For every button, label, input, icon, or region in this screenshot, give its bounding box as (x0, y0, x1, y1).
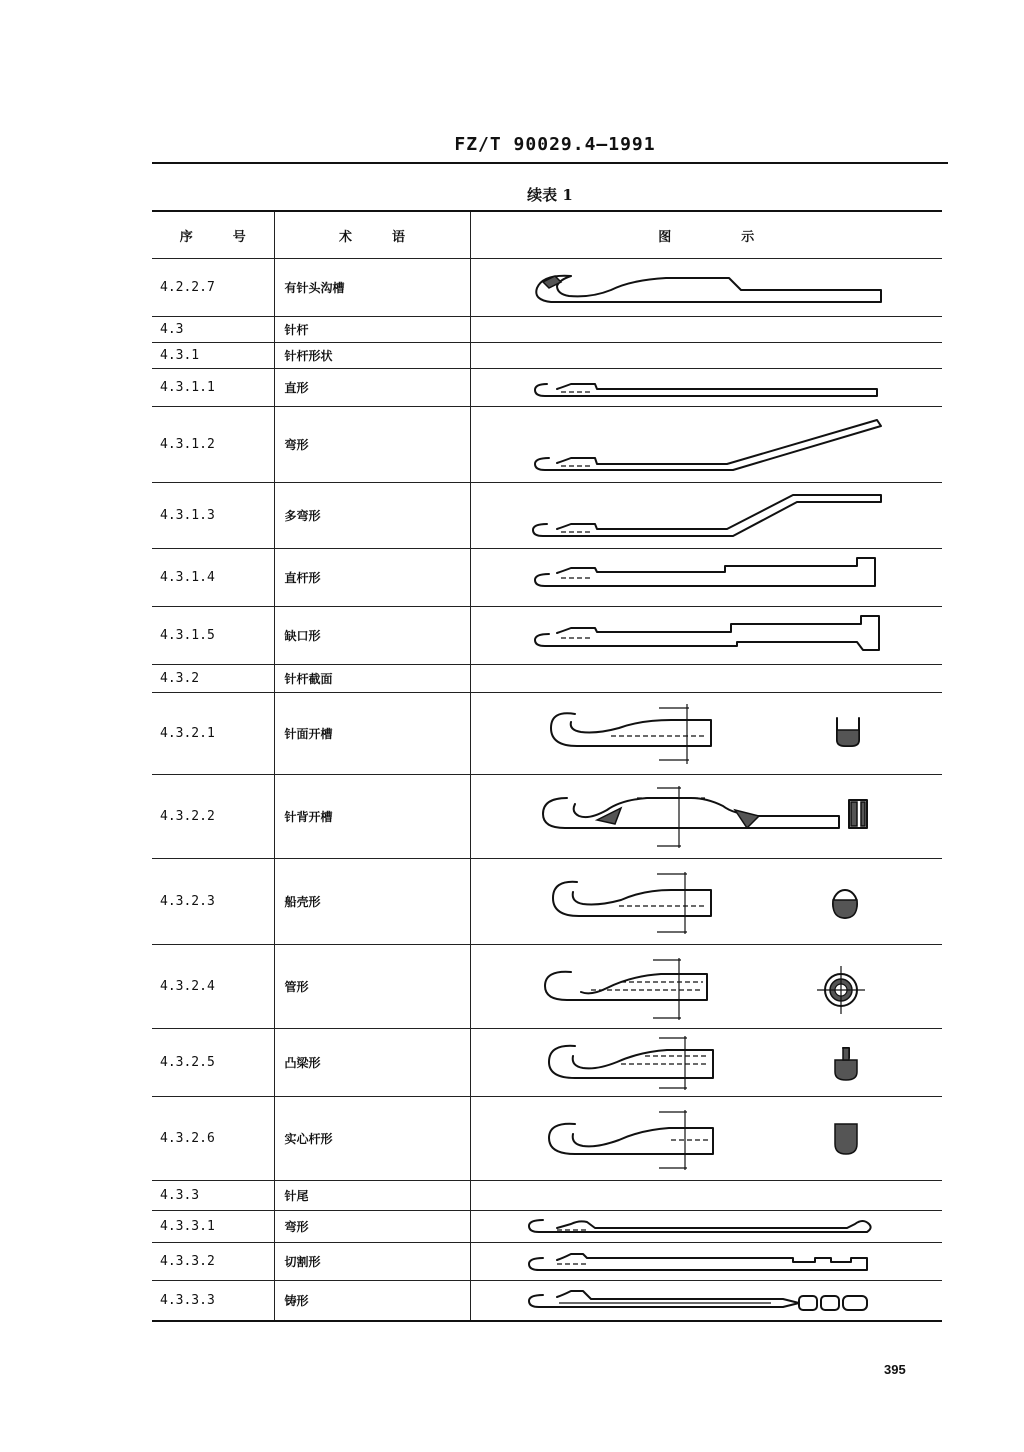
table-row (152, 607, 942, 665)
table-row (152, 1181, 942, 1211)
row-term: 针杆截面 (274, 665, 470, 693)
empty-figure-cell (470, 343, 942, 369)
hull-section-figure (470, 859, 942, 945)
table-row (152, 1243, 942, 1281)
header-rule (152, 162, 948, 164)
row-term: 管形 (274, 945, 470, 1029)
row-number: 4.3.1.4 (152, 549, 274, 607)
row-number: 4.3.1.3 (152, 483, 274, 549)
row-number: 4.3.2.1 (152, 693, 274, 775)
table-row (152, 317, 942, 343)
row-number: 4.3.1.1 (152, 369, 274, 407)
table-row (152, 369, 942, 407)
row-number: 4.3.1.5 (152, 607, 274, 665)
empty-figure-cell (470, 665, 942, 693)
straight-rod-shank-figure (470, 549, 942, 607)
back-groove-section-figure (470, 775, 942, 859)
bent-shank-figure (470, 407, 942, 483)
ridge-section-figure (470, 1029, 942, 1097)
row-term: 针杆形状 (274, 343, 470, 369)
row-term: 弯形 (274, 407, 470, 483)
table-row (152, 945, 942, 1029)
table-row (152, 665, 942, 693)
row-term: 弯形 (274, 1211, 470, 1243)
notched-shank-figure (470, 607, 942, 665)
terminology-table (152, 210, 942, 1322)
row-term: 铸形 (274, 1281, 470, 1321)
table-row (152, 343, 942, 369)
table-row (152, 859, 942, 945)
row-number: 4.3.3.1 (152, 1211, 274, 1243)
column-header-seq: 序 号 (152, 211, 274, 259)
row-number: 4.3 (152, 317, 274, 343)
table-header-row (152, 211, 942, 259)
table-row (152, 259, 942, 317)
cast-tail-figure (470, 1281, 942, 1321)
table-row (152, 407, 942, 483)
table-row (152, 775, 942, 859)
row-term: 针面开槽 (274, 693, 470, 775)
row-term: 针杆 (274, 317, 470, 343)
row-number: 4.3.1.2 (152, 407, 274, 483)
row-term: 有针头沟槽 (274, 259, 470, 317)
row-term: 切割形 (274, 1243, 470, 1281)
straight-shank-figure (470, 369, 942, 407)
bent-tail-figure (470, 1211, 942, 1243)
row-term: 直杆形 (274, 549, 470, 607)
cut-tail-figure (470, 1243, 942, 1281)
row-number: 4.3.1 (152, 343, 274, 369)
column-header-term: 术 语 (274, 211, 470, 259)
row-number: 4.3.2.4 (152, 945, 274, 1029)
table-row (152, 483, 942, 549)
row-term: 针背开槽 (274, 775, 470, 859)
row-number: 4.3.2.6 (152, 1097, 274, 1181)
row-term: 针尾 (274, 1181, 470, 1211)
row-number: 4.3.2 (152, 665, 274, 693)
row-term: 缺口形 (274, 607, 470, 665)
row-term: 实心杆形 (274, 1097, 470, 1181)
empty-figure-cell (470, 1181, 942, 1211)
row-term: 多弯形 (274, 483, 470, 549)
table-row (152, 1097, 942, 1181)
page-number: 395 (884, 1362, 906, 1377)
row-term: 直形 (274, 369, 470, 407)
row-number: 4.2.2.7 (152, 259, 274, 317)
tube-section-figure (470, 945, 942, 1029)
row-number: 4.3.3 (152, 1181, 274, 1211)
row-number: 4.3.2.3 (152, 859, 274, 945)
multi-bend-shank-figure (470, 483, 942, 549)
row-number: 4.3.2.2 (152, 775, 274, 859)
table-row (152, 1281, 942, 1321)
row-number: 4.3.3.3 (152, 1281, 274, 1321)
row-number: 4.3.2.5 (152, 1029, 274, 1097)
table-row (152, 1211, 942, 1243)
face-groove-section-figure (470, 693, 942, 775)
empty-figure-cell (470, 317, 942, 343)
row-number: 4.3.3.2 (152, 1243, 274, 1281)
needle-head-groove-figure (470, 259, 942, 317)
solid-section-figure (470, 1097, 942, 1181)
row-term: 凸梁形 (274, 1029, 470, 1097)
table-caption: 续表 1 (527, 186, 573, 204)
column-header-figure: 图 示 (470, 211, 942, 259)
row-term: 船壳形 (274, 859, 470, 945)
table-row (152, 693, 942, 775)
standard-code: FZ/T 90029.4—1991 (454, 134, 656, 155)
table-row (152, 1029, 942, 1097)
table-row (152, 549, 942, 607)
